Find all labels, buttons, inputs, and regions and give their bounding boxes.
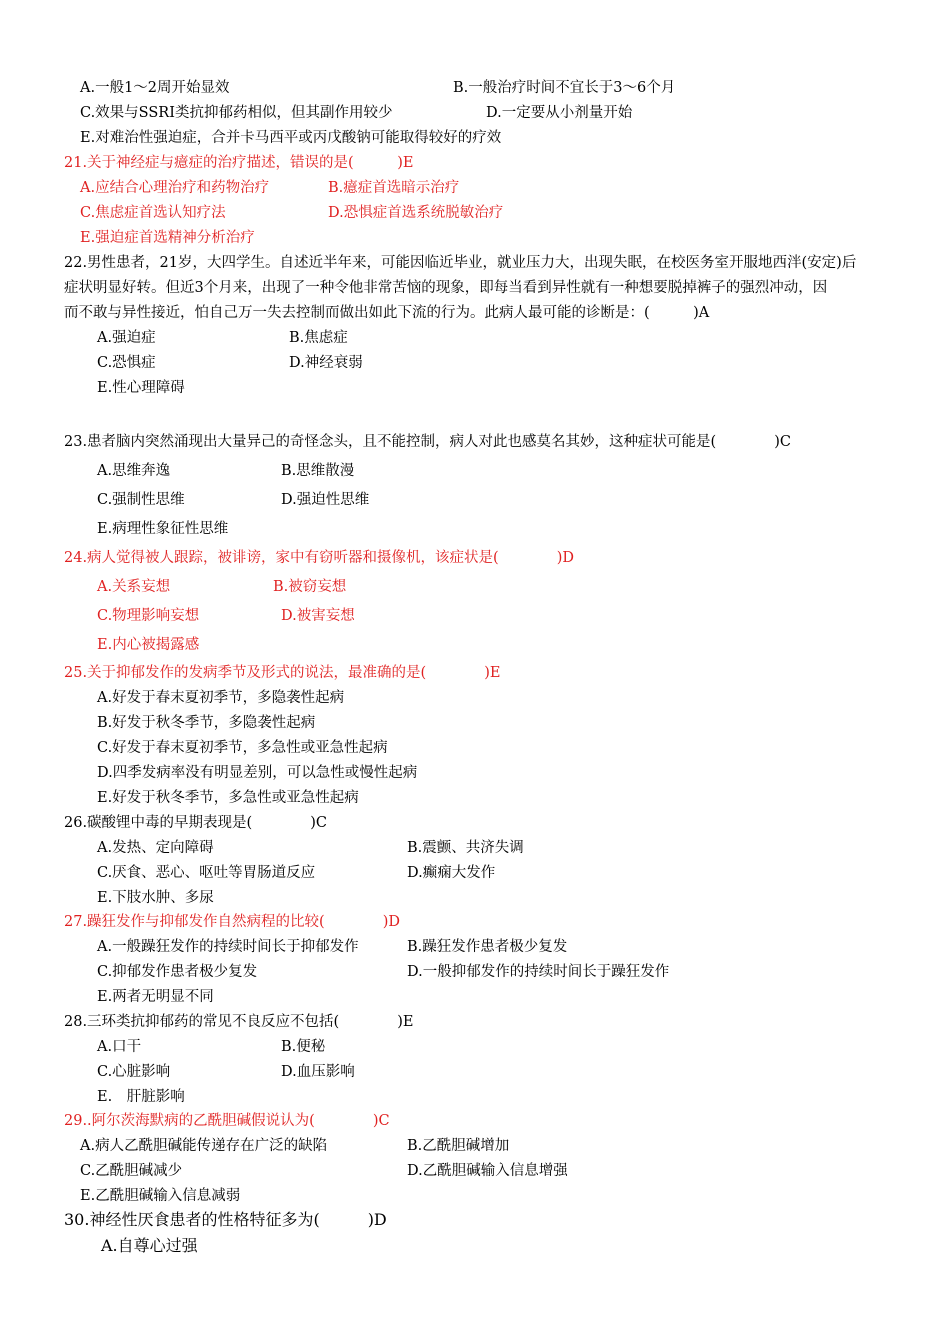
q26-option-b: B.震颤、共济失调 [407,840,524,856]
q25-option-d: D.四季发病率没有明显差别，可以急性或慢性起病 [97,765,418,781]
q30-option-a: A.自尊心过强 [101,1236,198,1255]
q24-option-c: C.物理影响妄想 [97,608,200,624]
q29-option-a: A.病人乙酰胆碱能传递存在广泛的缺陷 [80,1138,328,1154]
q28-stem: 28.三环类抗抑郁药的常见不良反应不包括( )E [64,1014,414,1030]
q23-stem: 23.患者脑内突然涌现出大量异己的奇怪念头，且不能控制，病人对此也感莫名其妙，这种症状可能是( )C [64,434,791,450]
q28-option-b: B.便秘 [281,1039,326,1055]
q29-option-c: C.乙酰胆碱减少 [80,1163,183,1179]
q20-option-d: D.一定要从小剂量开始 [486,105,633,121]
q23-option-e: E.病理性象征性思维 [97,521,229,537]
q24-option-e: E.内心被揭露感 [97,637,200,653]
q23-option-c: C.强制性思维 [97,492,185,508]
q25-option-b: B.好发于秋冬季节，多隐袭性起病 [97,715,316,731]
q23-option-b: B.思维散漫 [281,463,355,479]
q27-stem: 27.躁狂发作与抑郁发作自然病程的比较( )D [64,914,400,930]
q24-option-a: A.关系妄想 [97,579,171,595]
q20-option-a: A.一般1～2周开始显效 [80,80,230,96]
q25-option-c: C.好发于春末夏初季节，多急性或亚急性起病 [97,740,388,756]
q24-option-b: B.被窃妄想 [273,579,347,595]
q22-stem-line-1: 22.男性患者，21岁，大四学生。自述近半年来，可能因临近毕业，就业压力大，出现失眠，在校医务室开服地西泮(安定)后 [64,255,857,271]
q22-option-e: E.性心理障碍 [97,380,185,396]
q28-option-d: D.血压影响 [281,1064,355,1080]
q27-option-b: B.躁狂发作患者极少复发 [407,939,568,955]
q21-stem: 21.关于神经症与癔症的治疗描述，错误的是( )E [64,155,414,171]
q24-option-d: D.被害妄想 [281,608,355,624]
q25-option-a: A.好发于春末夏初季节，多隐袭性起病 [97,690,345,706]
q29-option-b: B.乙酰胆碱增加 [407,1138,510,1154]
q26-stem: 26.碳酸锂中毒的早期表现是( )C [64,815,327,831]
q26-option-e: E.下肢水肿、多尿 [97,890,214,906]
q22-option-b: B.焦虑症 [289,330,348,346]
q21-option-d: D.恐惧症首选系统脱敏治疗 [328,205,504,221]
q22-stem-line-3: 而不敢与异性接近，怕自己万一失去控制而做出如此下流的行为。此病人最可能的诊断是：( )A [64,305,710,321]
q27-option-e: E.两者无明显不同 [97,989,214,1005]
q21-option-c: C.焦虑症首选认知疗法 [80,205,226,221]
q29-option-e: E.乙酰胆碱输入信息减弱 [80,1188,241,1204]
q22-stem-line-2: 症状明显好转。但近3个月来，出现了一种令他非常苦恼的现象，即每当看到异性就有一种想要脱掉裤子的强烈冲动，因 [64,280,828,296]
q21-option-a: A.应结合心理治疗和药物治疗 [80,180,270,196]
q27-option-d: D.一般抑郁发作的持续时间长于躁狂发作 [407,964,670,980]
q26-option-d: D.癫痫大发作 [407,865,496,881]
q28-option-c: C.心脏影响 [97,1064,171,1080]
q26-option-a: A.发热、定向障碍 [97,840,214,856]
q28-option-e: E. 肝脏影响 [97,1089,185,1105]
q21-option-e: E.强迫症首选精神分析治疗 [80,230,255,246]
q28-option-a: A.口干 [97,1039,142,1055]
q25-stem: 25.关于抑郁发作的发病季节及形式的说法，最准确的是( )E [64,665,501,681]
q29-stem: 29..阿尔茨海默病的乙酰胆碱假说认为( )C [64,1113,390,1129]
q22-option-a: A.强迫症 [97,330,156,346]
q26-option-c: C.厌食、恶心、呕吐等胃肠道反应 [97,865,316,881]
q29-option-d: D.乙酰胆碱输入信息增强 [407,1163,568,1179]
q23-option-a: A.思维奔逸 [97,463,171,479]
q27-option-a: A.一般躁狂发作的持续时间长于抑郁发作 [97,939,359,955]
q20-option-e: E.对难治性强迫症，合并卡马西平或丙戊酸钠可能取得较好的疗效 [80,130,502,146]
q27-option-c: C.抑郁发作患者极少复发 [97,964,258,980]
q30-stem: 30.神经性厌食患者的性格特征多为( )D [64,1210,387,1229]
q21-option-b: B.癔症首选暗示治疗 [328,180,460,196]
q22-option-c: C.恐惧症 [97,355,156,371]
q25-option-e: E.好发于秋冬季节，多急性或亚急性起病 [97,790,359,806]
q22-option-d: D.神经衰弱 [289,355,363,371]
q23-option-d: D.强迫性思维 [281,492,370,508]
q24-stem: 24.病人觉得被人跟踪，被诽谤，家中有窃听器和摄像机，该症状是( )D [64,550,574,566]
q20-option-b: B.一般治疗时间不宜长于3～6个月 [453,80,676,96]
q20-option-c: C.效果与SSRI类抗抑郁药相似，但其副作用较少 [80,105,393,121]
